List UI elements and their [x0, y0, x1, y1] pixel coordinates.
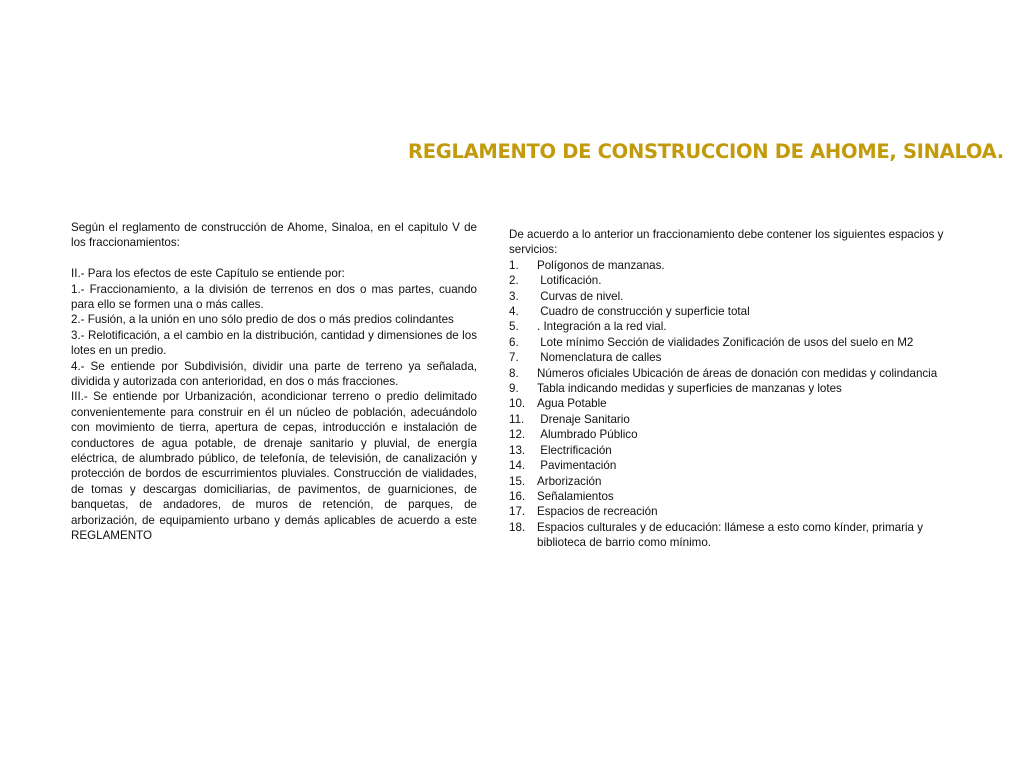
list-item-text: Electrificación — [537, 443, 612, 457]
list-item-text: Nomenclatura de calles — [537, 351, 662, 365]
list-item — [509, 319, 949, 334]
list-item-number: 6. — [509, 335, 519, 349]
list-item — [509, 458, 949, 473]
section-heading: II.- Para los efectos de este Capítulo se entiende por: — [71, 267, 345, 281]
list-item-number: 2. — [509, 274, 519, 288]
list-item — [509, 335, 949, 350]
list-item-text: Agua Potable — [537, 397, 607, 411]
list-item-text: Pavimentación — [537, 459, 617, 473]
list-item-text: Cuadro de construcción y superficie total — [537, 305, 750, 319]
list-item-text: Drenaje Sanitario — [537, 412, 630, 426]
list-item-text: Curvas de nivel. — [537, 289, 624, 303]
list-item — [509, 504, 949, 519]
list-item — [509, 350, 949, 365]
list-item — [509, 520, 949, 551]
list-item-text: Lote mínimo Sección de vialidades Zonificación de usos del suelo en M2 — [537, 335, 914, 349]
list-item-text: Alumbrado Público — [537, 428, 638, 442]
list-item-text: Tabla indicando medidas y superficies de manzanas y lotes — [537, 382, 842, 396]
list-item-number: 11. — [509, 412, 525, 426]
list-item-text: . Integración a la red vial. — [537, 320, 667, 334]
list-item-text: Números oficiales Ubicación de áreas de donación con medidas y colindancia — [537, 366, 938, 380]
list-item-text: Lotificación. — [537, 274, 602, 288]
list-item — [509, 304, 949, 319]
list-item — [509, 396, 949, 411]
definition-fusion: 2.- Fusión, a la unión en uno sólo predio de dos o más predios colindantes — [71, 313, 454, 327]
list-item-text: Señalamientos — [537, 489, 614, 503]
list-item — [509, 474, 949, 489]
list-item-number: 9. — [509, 382, 519, 396]
list-item-number: 3. — [509, 289, 519, 303]
list-item-number: 5. — [509, 320, 519, 334]
list-item-number: 13. — [509, 443, 526, 457]
page-title: REGLAMENTO DE CONSTRUCCION DE AHOME, SINALOA. — [408, 140, 1004, 163]
list-item — [509, 427, 949, 442]
definition-relotificacion: 3.- Relotificación, a el cambio en la distribución, cantidad y dimensiones de los lotes en un predio. — [71, 328, 477, 358]
list-item — [509, 443, 949, 458]
list-item — [509, 489, 949, 504]
list-item-number: 4. — [509, 305, 519, 319]
list-item-number: 7. — [509, 351, 519, 365]
requirements-list — [509, 258, 949, 551]
regulation-text-column — [71, 220, 477, 544]
definition-fraccionamiento: 1.- Fraccionamiento, a la división de terrenos en dos o mas partes, cuando para ello se formen una o más calles. — [71, 282, 477, 312]
list-item-number: 8. — [509, 366, 519, 380]
list-item-number: 15. — [509, 474, 526, 488]
list-item — [509, 381, 949, 396]
list-item — [509, 289, 949, 304]
list-item — [509, 366, 949, 381]
list-item-text: Espacios culturales y de educación: llámese a esto como kínder, primaria y biblioteca de barrio como mínimo. — [537, 520, 927, 550]
list-item-number: 16. — [509, 489, 526, 503]
definition-urbanizacion: III.- Se entiende por Urbanización, acondicionar terreno o predio delimitado convenientemente para construir en él un núcleo de población, adecuándolo con movimiento de tierra, apertura de cepas, introducción e instalación de conductores de agua potable, de drenaje sanitario y pluvial, de energía eléctrica, de alumbrado público, de telefonía, de televisión, de canalización y protección de bordos de escurrimientos pluviales. Construcción de vialidades, de tomas y descargas domiciliarias, de pavimentos, de guarniciones, de banquetas, de andadores, de muros de retención, de parques, de arborización, de equipamiento urbano y demás aplicables de acuerdo a este REGLAMENTO — [71, 390, 477, 543]
list-item-number: 17. — [509, 505, 526, 519]
list-item — [509, 258, 949, 273]
list-item-text: Espacios de recreación — [537, 505, 658, 519]
intro-paragraph: Según el reglamento de construcción de Ahome, Sinaloa, en el capitulo V de los fraccionamientos: — [71, 221, 477, 250]
list-item — [509, 412, 949, 427]
list-item — [509, 273, 949, 288]
spacer — [71, 251, 477, 266]
list-item-number: 1. — [509, 258, 519, 272]
requirements-column — [509, 227, 949, 551]
list-item-text: Arborización — [537, 474, 602, 488]
list-item-number: 14. — [509, 459, 526, 473]
list-item-text: Polígonos de manzanas. — [537, 258, 665, 272]
list-item-number: 12. — [509, 428, 526, 442]
requirements-intro: De acuerdo a lo anterior un fraccionamiento debe contener los siguientes espacios y servicios: — [509, 228, 944, 257]
list-item-number: 18. — [509, 520, 526, 534]
list-item-number: 10. — [509, 397, 526, 411]
definition-subdivision: 4.- Se entiende por Subdivisión, dividir una parte de terreno ya señalada, dividida y autorizada con anterioridad, en dos o más fracciones. — [71, 359, 477, 389]
